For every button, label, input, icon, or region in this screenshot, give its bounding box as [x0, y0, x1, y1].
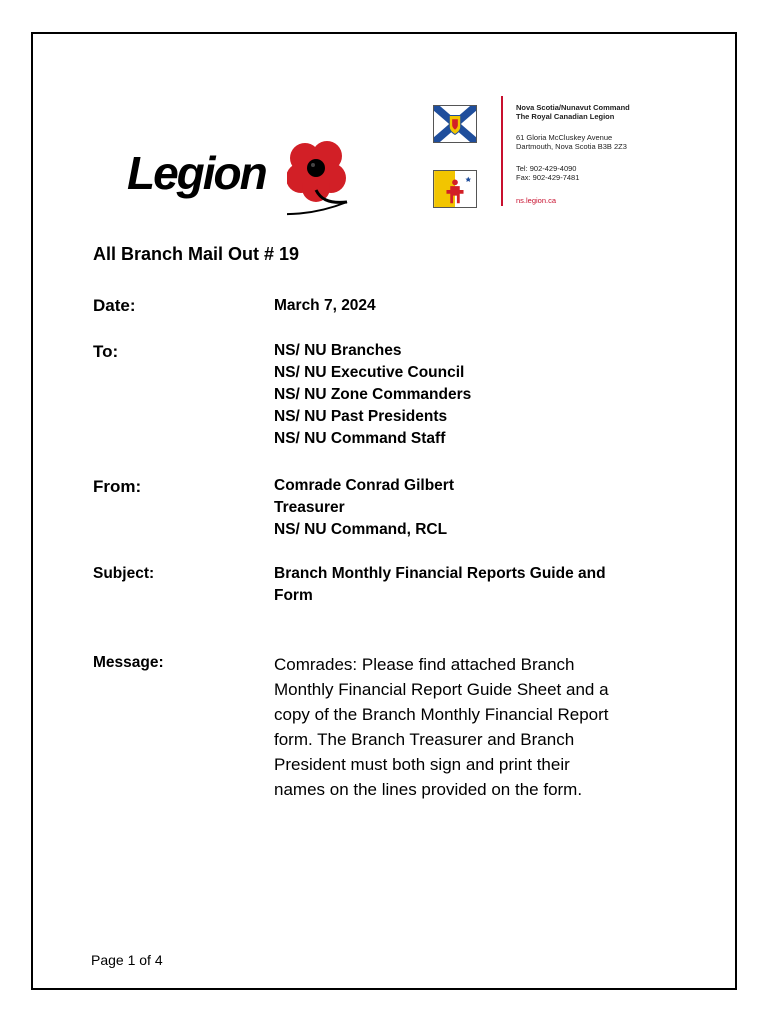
message-line: form. The Branch Treasurer and Branch — [274, 730, 575, 749]
address-line2: Dartmouth, Nova Scotia B3B 2Z3 — [516, 142, 627, 151]
message-line: Monthly Financial Report Guide Sheet and a — [274, 680, 609, 699]
org-name-line1: Nova Scotia/Nunavut Command — [516, 103, 630, 112]
subject-line: Branch Monthly Financial Reports Guide and — [274, 565, 606, 582]
mailout-title: All Branch Mail Out # 19 — [93, 244, 300, 264]
recipient-line: NS/ NU Executive Council — [274, 364, 465, 381]
from-sender — [274, 475, 454, 541]
sender-line: NS/ NU Command, RCL — [274, 521, 448, 538]
address-line1: 61 Gloria McCluskey Avenue — [516, 133, 613, 142]
document-page — [31, 32, 737, 990]
letterhead-divider — [501, 96, 503, 206]
date-value: March 7, 2024 — [274, 297, 376, 314]
recipient-line: NS/ NU Past Presidents — [274, 408, 448, 425]
subject-value — [274, 563, 606, 607]
message-body — [274, 652, 674, 802]
org-name-line2: The Royal Canadian Legion — [516, 112, 615, 121]
subject-label: Subject: — [93, 565, 155, 582]
message-line: Comrades: Please find attached Branch — [274, 655, 575, 674]
phone-number: Tel: 902-429-4090 — [516, 164, 577, 173]
message-line: names on the lines provided on the form. — [274, 780, 583, 799]
nunavut-flag-icon — [433, 170, 477, 208]
to-recipients — [274, 340, 471, 450]
sender-line: Comrade Conrad Gilbert — [274, 477, 454, 494]
recipient-line: NS/ NU Branches — [274, 342, 402, 359]
sender-line: Treasurer — [274, 499, 345, 516]
page-number: Page 1 of 4 — [91, 952, 163, 968]
poppy-icon — [287, 138, 349, 218]
website-link[interactable]: ns.legion.ca — [516, 196, 557, 205]
fax-number: Fax: 902-429-7481 — [516, 173, 580, 182]
subject-line: Form — [274, 587, 313, 604]
to-label: To: — [93, 342, 119, 361]
nova-scotia-flag-icon — [433, 105, 477, 143]
message-line: copy of the Branch Monthly Financial Report — [274, 705, 609, 724]
recipient-line: NS/ NU Zone Commanders — [274, 386, 472, 403]
legion-logo-text: Legion — [127, 147, 266, 199]
recipient-line: NS/ NU Command Staff — [274, 430, 446, 447]
message-line: President must both sign and print their — [274, 755, 570, 774]
date-label: Date: — [93, 296, 136, 315]
message-label: Message: — [93, 654, 164, 671]
from-label: From: — [93, 477, 142, 496]
